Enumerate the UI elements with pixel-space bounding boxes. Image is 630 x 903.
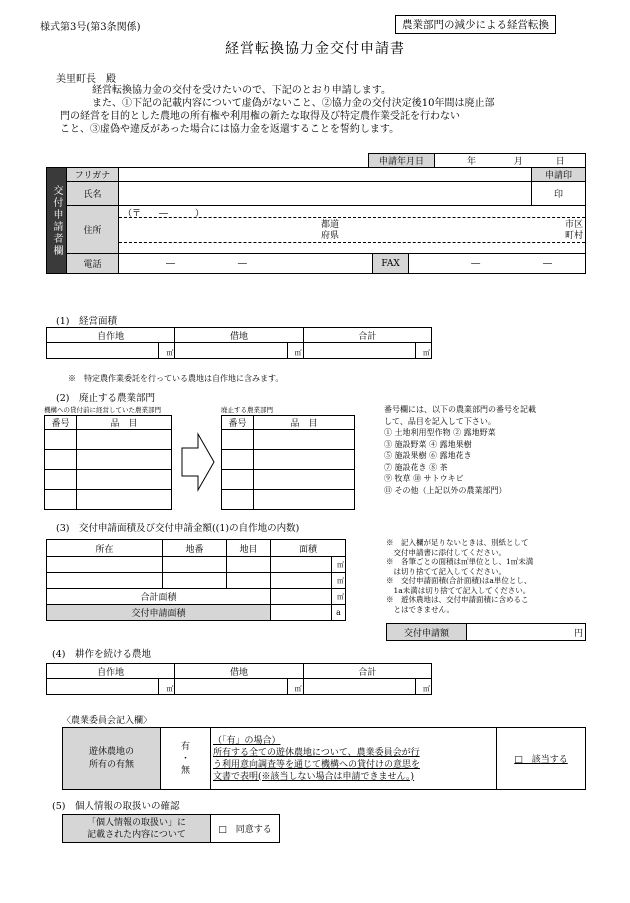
abolished-sectors-table: [221, 415, 355, 510]
land-type-header: 地目: [227, 540, 271, 557]
table-cell[interactable]: [47, 557, 163, 573]
section-3-notes: ※ 記入欄が足りないときは、別紙として 交付申請書に添付してください。 ※ 各筆ごとの面積は㎡単位とし、1㎡未満 は切り捨てて記入してください。 ※ 交付申請面積(合計面積)はa単位とし、 1a未満は切り捨てて記入してください。 ※ 遊休農地は、交付申請面積に含めるこ とはできません。: [386, 538, 534, 614]
name-label: 氏名: [67, 182, 119, 206]
date-label: 申請年月日: [369, 154, 435, 168]
table-cell[interactable]: [163, 557, 227, 573]
intro-line: また、①下記の記載内容について虚偽がないこと、②協力金の交付決定後10年間は廃止部: [92, 98, 495, 109]
prefecture-label: 都道 府県: [321, 220, 340, 241]
section-2-title: (2) 廃止する農業部門: [56, 393, 155, 404]
table-cell[interactable]: [271, 573, 332, 589]
city-label: 市区 町村: [564, 220, 583, 241]
phone-field[interactable]: ― ―: [119, 254, 373, 274]
application-area-field[interactable]: [271, 605, 332, 621]
number-header: 番号: [222, 416, 254, 430]
committee-table: [62, 727, 586, 790]
application-date-row: [368, 153, 586, 168]
legend-item: ③ 施設野菜 ④ 露地果樹: [384, 439, 472, 449]
table-cell[interactable]: [77, 490, 172, 510]
total-field[interactable]: [303, 343, 415, 359]
table-cell[interactable]: [222, 450, 254, 470]
table-cell[interactable]: [77, 430, 172, 450]
applicant-table: [46, 167, 586, 274]
item-header: 品 目: [254, 416, 355, 430]
legend-item: ⑪ その他（上記以外の農業部門）: [384, 485, 507, 495]
table-cell[interactable]: [227, 557, 271, 573]
table-cell[interactable]: [45, 450, 77, 470]
form-number: 様式第3号(第3条関係): [40, 22, 141, 33]
table-cell[interactable]: [254, 490, 355, 510]
table-cell[interactable]: [254, 470, 355, 490]
section-3-title: (3) 交付申請面積及び交付申請金額((1)の自作地の内数): [56, 523, 300, 534]
leased-land-field[interactable]: [175, 343, 287, 359]
area-header: 面積: [271, 540, 346, 557]
table-cell[interactable]: [77, 470, 172, 490]
year-label: 年: [467, 157, 477, 167]
amount-label: 交付申請額: [387, 624, 467, 641]
leased-land-header: 借地: [175, 328, 303, 343]
table-cell[interactable]: [254, 450, 355, 470]
own-land-field[interactable]: [47, 343, 159, 359]
committee-section-title: 〈農業委員会記入欄〉: [62, 716, 153, 726]
previous-sectors-table: [44, 415, 172, 510]
table-cell[interactable]: [45, 490, 77, 510]
table-cell[interactable]: [271, 557, 332, 573]
leased-land-header: 借地: [175, 664, 303, 679]
own-land-header: 自作地: [47, 664, 175, 679]
idle-land-condition: （「有」の場合） 所有する全ての遊休農地について、農業委員会が行 う利用意向調査等を通じて機構への貸付けの意思を 文書で表明(※該当しない場合は申請できません。): [211, 728, 497, 790]
legend-item: ⑨ 牧草 ⑩ サトウキビ: [384, 474, 464, 483]
total-header: 合計: [303, 664, 431, 679]
legend-item: ⑦ 施設花き ⑧ 茶: [384, 462, 448, 472]
page-title: 経営転換協力金交付申請書: [225, 41, 405, 57]
phone-label: 電話: [67, 254, 119, 274]
location-header: 所在: [47, 540, 163, 557]
table-cell[interactable]: [163, 573, 227, 589]
idle-land-yes-no[interactable]: 有 ・ 無: [161, 728, 211, 790]
address-field[interactable]: [119, 206, 586, 254]
table-cell[interactable]: [222, 430, 254, 450]
furigana-label: フリガナ: [67, 168, 119, 182]
postal-code: （〒 ― ）: [119, 206, 585, 218]
furigana-field[interactable]: [119, 168, 532, 182]
fax-field[interactable]: ― ―: [409, 254, 586, 274]
own-land-header: 自作地: [47, 328, 175, 343]
idle-land-label: 遊休農地の 所有の有無: [63, 728, 161, 790]
right-arrow-icon: [180, 432, 216, 492]
right-table-caption: 廃止する農業部門: [221, 406, 273, 414]
leased-land-field[interactable]: [175, 679, 287, 695]
table-cell[interactable]: [47, 573, 163, 589]
management-area-table: 自作地 借地 合計 ㎡ ㎡ ㎡: [46, 327, 432, 359]
applicable-checkbox[interactable]: □ 該当する: [497, 728, 586, 790]
number-header: 番号: [45, 416, 77, 430]
seal-label: 申請印: [532, 168, 586, 182]
legend-item: ① 土地利用型作物 ② 露地野菜: [384, 428, 496, 437]
item-header: 品 目: [77, 416, 172, 430]
section-1-note: ※ 特定農作業委託を行っている農地は自作地に含みます。: [68, 374, 284, 383]
date-field[interactable]: [435, 154, 586, 168]
total-area-label: 合計面積: [47, 589, 271, 605]
section-1-title: (1) 経営面積: [56, 316, 117, 327]
seal-field[interactable]: 印: [532, 182, 586, 206]
table-cell[interactable]: [45, 430, 77, 450]
sector-legend: 番号欄には、以下の農業部門の番号を記載 して、品目を記入して下さい。 ① 土地利用型作物 ② 露地野菜 ③ 施設野菜 ④ 露地果樹 ⑤ 施設果樹 ⑥ 露地花き ⑦ 施設花き ⑧ 茶 ⑨ 牧草 ⑩ サトウキビ ⑪ その他（上記以外の農業部門）: [384, 405, 536, 495]
intro-line: 経営転換協力金の交付を受けたいので、下記のとおり申請します。: [92, 85, 391, 96]
addressee: 美里町長 殿: [56, 74, 116, 85]
total-area-field[interactable]: [271, 589, 332, 605]
application-area-table: 所在 地番 地目 面積 ㎡ ㎡ 合計面積 ㎡ 交付申請面積 a: [46, 539, 346, 621]
day-label: 日: [555, 157, 565, 167]
total-header: 合計: [303, 328, 431, 343]
month-label: 月: [513, 157, 523, 167]
lot-header: 地番: [163, 540, 227, 557]
name-field[interactable]: [119, 182, 532, 206]
intro-text: [60, 84, 592, 136]
privacy-label: 「個人情報の取扱い」に 記載された内容について: [63, 815, 211, 843]
category-box: 農業部門の減少による経営転換: [395, 15, 556, 34]
legend-item: ⑤ 施設果樹 ⑥ 露地花き: [384, 451, 472, 460]
privacy-table: [62, 814, 280, 843]
address-label: 住所: [67, 206, 119, 254]
own-land-field[interactable]: [47, 679, 159, 695]
table-cell[interactable]: [77, 450, 172, 470]
left-table-caption: 機構への貸付前に経営していた農業部門: [44, 406, 161, 414]
intro-line: 門の経営を目的とした農地の所有権や利用権の新たな取得及び特定農作業受託を行わない: [60, 111, 460, 122]
section-5-title: (5) 個人情報の取扱いの確認: [52, 801, 180, 812]
table-cell[interactable]: [45, 470, 77, 490]
application-area-label: 交付申請面積: [47, 605, 271, 621]
table-cell[interactable]: [254, 430, 355, 450]
table-cell[interactable]: [222, 470, 254, 490]
agree-checkbox[interactable]: □ 同意する: [211, 815, 280, 843]
total-field[interactable]: [303, 679, 415, 695]
applicant-side-label: 交付申請者欄: [47, 168, 67, 274]
section-4-title: (4) 耕作を続ける農地: [52, 649, 151, 660]
amount-field[interactable]: 円: [467, 624, 586, 641]
fax-label: FAX: [373, 254, 409, 274]
intro-line: こと、③虚偽や違反があった場合には協力金を返還することを誓約します。: [60, 124, 400, 135]
table-cell[interactable]: [222, 490, 254, 510]
application-amount-box: [386, 623, 586, 641]
continued-farmland-table: 自作地 借地 合計 ㎡ ㎡ ㎡: [46, 663, 432, 695]
table-cell[interactable]: [227, 573, 271, 589]
